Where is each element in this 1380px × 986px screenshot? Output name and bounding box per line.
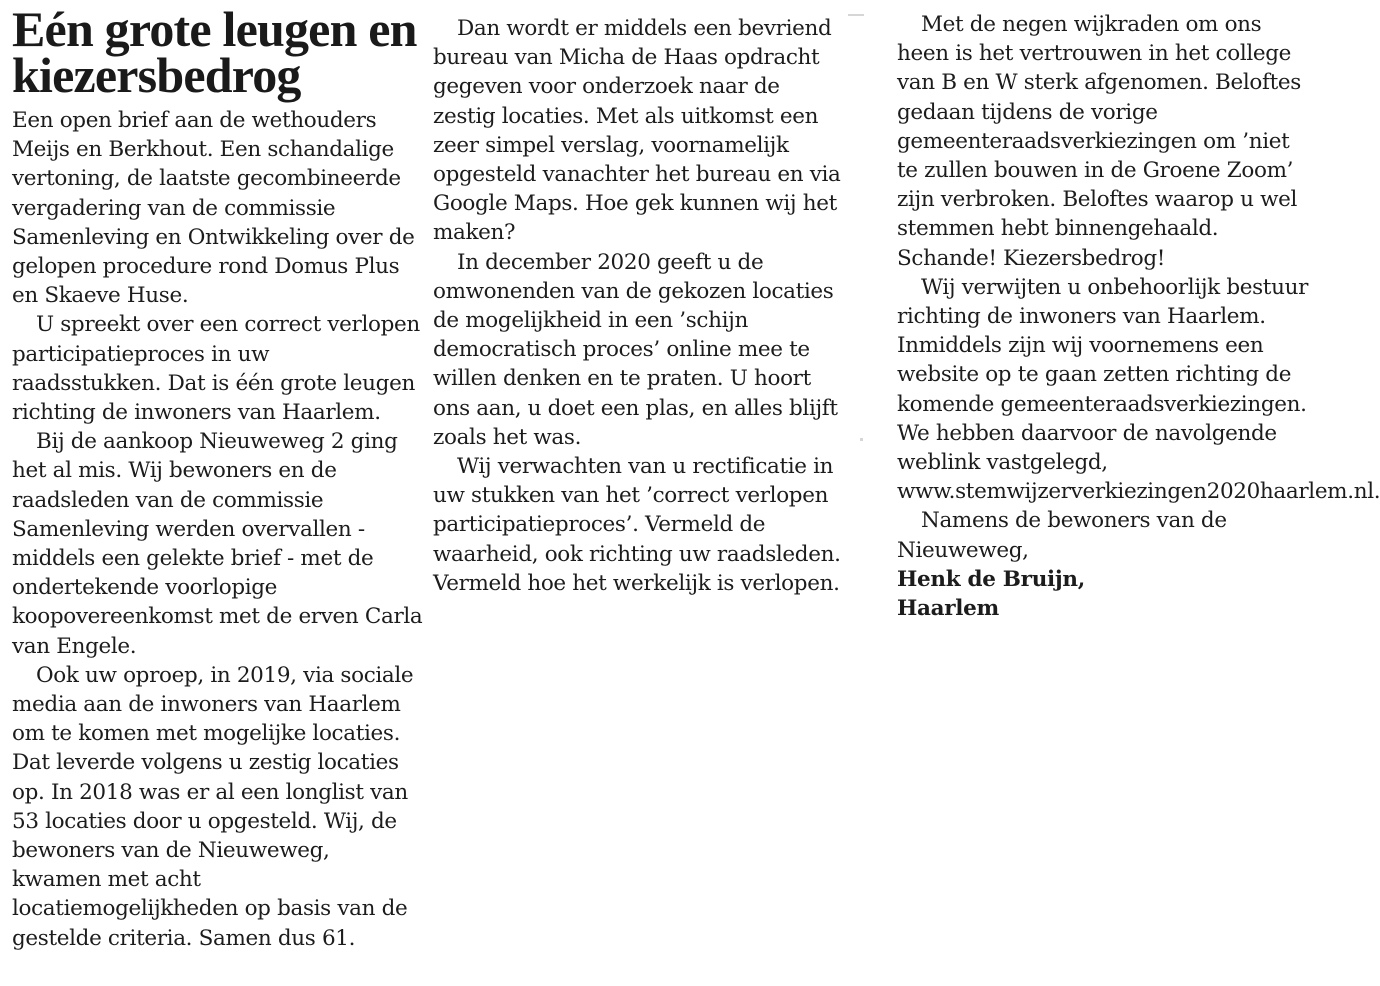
paragraph: Ook uw oproep, in 2019, via sociale media aan de inwoners van Haarlem om te komen met mogelijke locaties. Dat leverde volgens u zestig locaties op. In 2018 was er al een longlist van 53 locaties door u opgesteld. Wij, de bewoners van de Nieuweweg, kwamen met acht locatiemogelijkheden op basis van de gestelde criteria. Samen dus 61. bbox=[12, 662, 414, 951]
paragraph: Met de negen wijkraden om ons heen is het vertrouwen in het college van B en W sterk afgenomen. Beloftes gedaan tijdens de vorige gemeenteraadsverkiezingen om ’niet te zullen bouwen in de Groene Zoom’ zijn verbroken. Beloftes waarop u wel stemmen hebt binnengehaald. Schande! Kiezersbedrog! bbox=[897, 12, 1301, 271]
paragraph: Dan wordt er middels een bevriend bureau van Micha de Haas opdracht gegeven voor onderzoek naar de zestig locaties. Met als uitkomst een zeer simpel verslag, voornamelijk opgesteld vanachter het bureau en via Google Maps. Hoe gek kunnen wij het maken? bbox=[433, 16, 841, 246]
column-1-body bbox=[12, 106, 424, 953]
article-headline: Eén grote leugen en kiezersbedrog bbox=[12, 1, 417, 103]
column-3-body bbox=[897, 10, 1380, 565]
paragraph: U spreekt over een correct verlopen participatieproces in uw raadsstukken. Dat is één grote leugen richting de inwoners van Haarlem. bbox=[12, 312, 420, 426]
paragraph: In december 2020 geeft u de omwonenden van de gekozen locaties de mogelijkheid in een ’schijn democratisch proces’ online mee te willen denken en te praten. U hoort ons aan, u doet een plas, en alles blijft zoals het was. bbox=[433, 249, 838, 450]
paragraph: Wij verwachten van u rectificatie in uw stukken van het ’correct verlopen participatieproces’. Vermeld de waarheid, ook richting uw raadsleden. Vermeld hoe het werkelijk is verlopen. bbox=[433, 454, 841, 596]
article-column-2 bbox=[433, 14, 843, 598]
paragraph: Een open brief aan de wethouders Meijs en Berkhout. Een schandalige vertoning, de laatste gecombineerde vergadering van de commissie Samenleving en Ontwikkeling over de gelopen procedure rond Domus Plus en Skaeve Huse. bbox=[12, 108, 415, 309]
paragraph: Bij de aankoop Nieuweweg 2 ging het al mis. Wij bewoners en de raadsleden van de commissie Samenleving werden overvallen - middels een gelekte brief - met de ondertekende voorlopige koopovereenkomst met de erven Carla van Engele. bbox=[12, 429, 423, 659]
signature-name: Henk de Bruijn, bbox=[897, 566, 1085, 592]
signature bbox=[897, 565, 1309, 623]
print-mark bbox=[860, 438, 863, 441]
article-column-3 bbox=[897, 10, 1380, 623]
article-column-1 bbox=[12, 0, 424, 953]
signature-city: Haarlem bbox=[897, 596, 999, 622]
paragraph: Wij verwijten u onbehoorlijk bestuur richting de inwoners van Haarlem. Inmiddels zijn wij voornemens een website op te gaan zetten richting de komende gemeenteraadsverkiezingen. We hebben daarvoor de navolgende weblink vastgelegd, www.stemwijzerverkiezingen2020haarlem.nl. bbox=[897, 274, 1380, 505]
print-mark bbox=[848, 14, 864, 16]
paragraph: Namens de bewoners van de Nieuweweg, bbox=[897, 508, 1227, 563]
